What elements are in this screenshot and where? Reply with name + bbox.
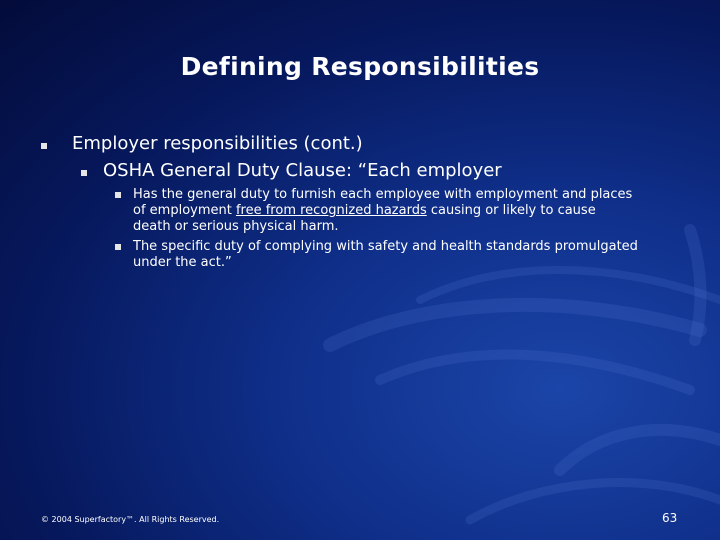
bullet-marker-level3	[115, 192, 121, 198]
general-duty-line2-end: causing or likely to cause	[426, 203, 596, 218]
bullet-marker-level3	[115, 244, 121, 250]
specific-duty-line1: The specific duty of complying with safety and health standards promulgated	[133, 239, 638, 254]
general-duty-line3: death or serious physical harm.	[133, 219, 339, 234]
general-duty-line2	[133, 203, 632, 219]
specific-duty-line2: under the act.”	[133, 255, 232, 270]
copyright-footer: © 2004 Superfactory™. All Rights Reserved.	[41, 515, 220, 524]
general-duty-line2-start: of employment	[133, 203, 236, 218]
general-duty-line1: Has the general duty to furnish each employee with employment and places	[133, 187, 633, 202]
underlined-phrase: free from recognized hazards	[235, 203, 427, 218]
bullet-level3-text-general-duty	[133, 187, 632, 235]
bullet-level2-text: OSHA General Duty Clause: “Each employer	[103, 160, 502, 181]
bullet-level3-text-specific-duty	[133, 239, 638, 271]
bullet-marker-level2	[81, 170, 87, 176]
bullet-level1-text: Employer responsibilities (cont.)	[72, 133, 363, 154]
bullet-marker-level1	[41, 143, 47, 149]
page-number: 63	[662, 511, 678, 525]
slide-title: Defining Responsibilities	[180, 52, 540, 81]
